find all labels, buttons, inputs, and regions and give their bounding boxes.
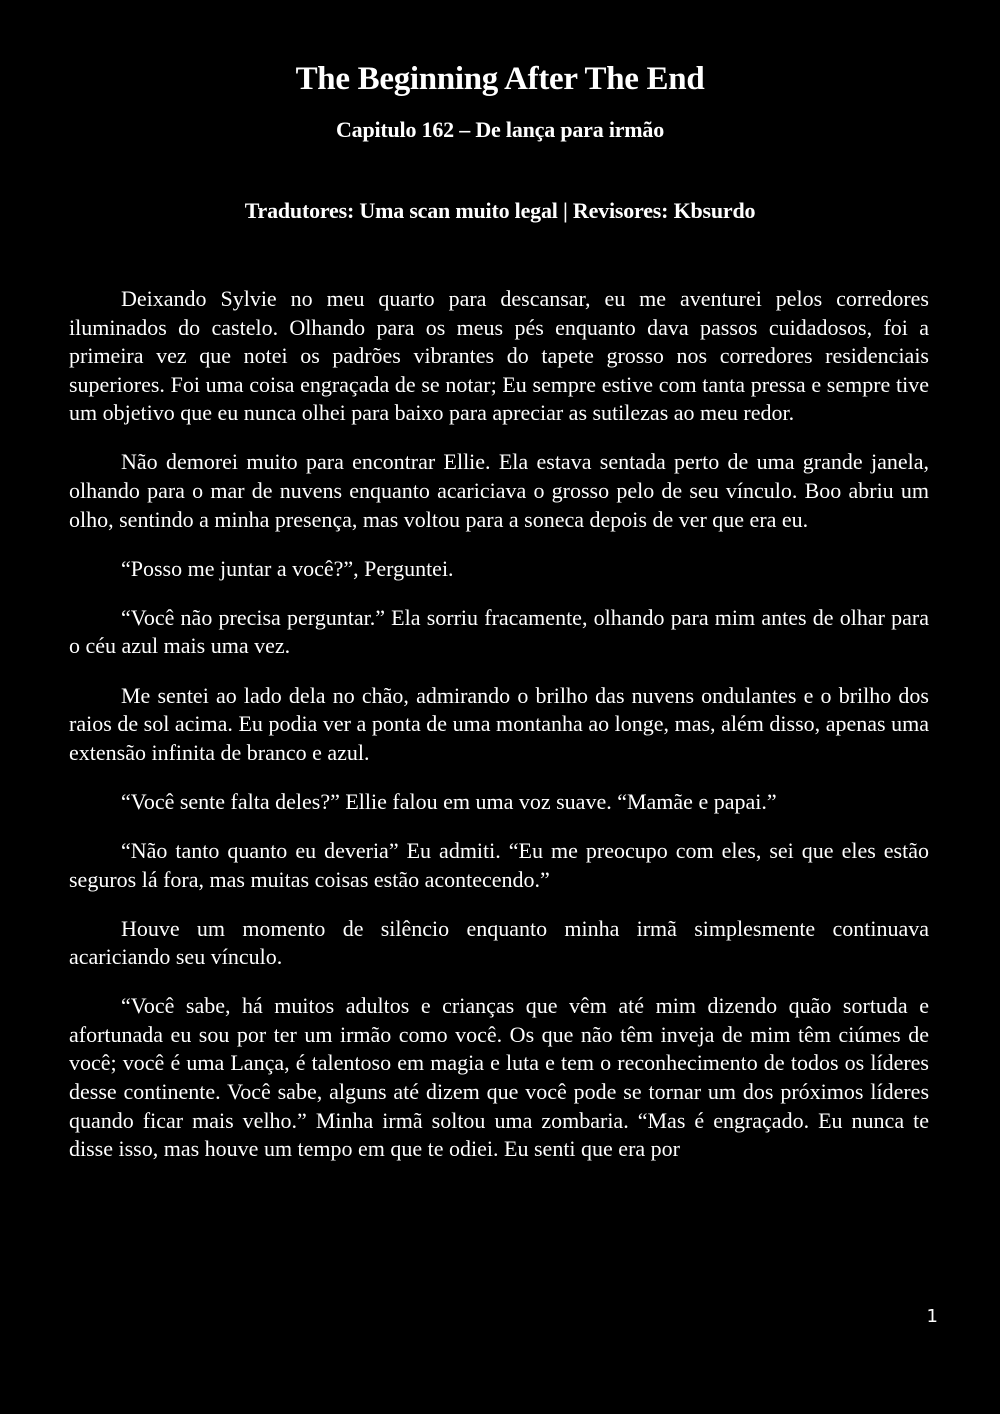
chapter-title: Capitulo 162 – De lança para irmão: [335, 117, 665, 142]
paragraph: Me sentei ao lado dela no chão, admirando o brilho das nuvens ondulantes e o brilho dos raios de sol acima. Eu podia ver a ponta de uma montanha ao longe, mas, além disso, apenas uma extensão infinita de branco e azul.: [69, 682, 929, 765]
document-title: The Beginning After The End: [295, 61, 705, 97]
paragraph: “Você não precisa perguntar.” Ela sorriu fracamente, olhando para mim antes de olhar para o céu azul mais uma vez.: [69, 604, 929, 659]
paragraph: Deixando Sylvie no meu quarto para descansar, eu me aventurei pelos corredores iluminados do castelo. Olhando para os meus pés enquanto dava passos cuidadosos, foi a primeira vez que notei os padrões vibrantes do tapete grosso nos corredores residenciais superiores. Foi uma coisa engraçada de se notar; Eu sempre estive com tanta pressa e sempre tive um objetivo que eu nunca olhei para baixo para apreciar as sutilezas ao meu redor.: [69, 286, 929, 426]
chapter-body: [69, 285, 929, 1184]
page-number: 1: [926, 1306, 938, 1327]
credits-line: Tradutores: Uma scan muito legal | Revisores: Kbsurdo: [244, 198, 756, 223]
paragraph: Não demorei muito para encontrar Ellie. Ela estava sentada perto de uma grande janela, olhando para o mar de nuvens enquanto acariciava o grosso pelo de seu vínculo. Boo abriu um olho, sentindo a minha presença, mas voltou para a soneca depois de ver que era eu.: [69, 449, 929, 532]
paragraph: “Você sente falta deles?” Ellie falou em uma voz suave. “Mamãe e papai.”: [121, 788, 777, 814]
paragraph: “Você sabe, há muitos adultos e crianças que vêm até mim dizendo quão sortuda e afortunada eu sou por ter um irmão como você. Os que não têm inveja de mim têm ciúmes de você; você é uma Lança, é talentoso em magia e luta e tem o reconhecimento de todos os líderes desse continente. Você sabe, alguns até dizem que você pode se tornar um dos próximos líderes quando ficar mais velho.” Minha irmã soltou uma zombaria. “Mas é engraçado. Eu nunca te disse isso, mas houve um tempo em que te odiei. Eu senti que era por: [69, 993, 929, 1162]
paragraph: “Posso me juntar a você?”, Perguntei.: [121, 555, 454, 581]
paragraph: “Não tanto quanto eu deveria” Eu admiti. “Eu me preocupo com eles, sei que eles estão seguros lá fora, mas muitas coisas estão acontecendo.”: [69, 837, 929, 892]
paragraph: Houve um momento de silêncio enquanto minha irmã simplesmente continuava acariciando seu vínculo.: [69, 915, 929, 970]
